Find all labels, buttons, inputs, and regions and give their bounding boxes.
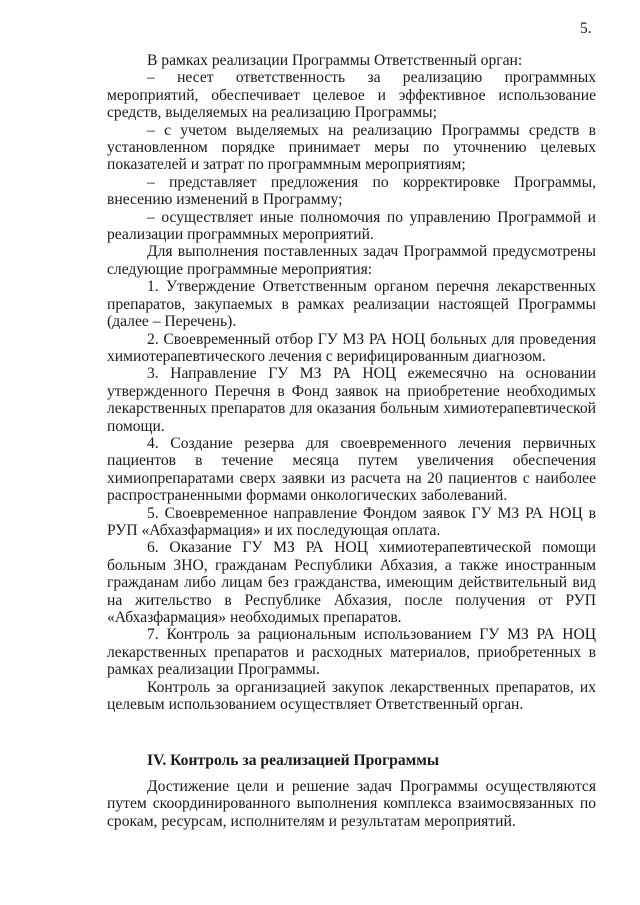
paragraph-responsibility: – несет ответственность за реализацию программных мероприятий, обеспечивает целевое и эффективное использование средств, выделяемых на реализацию Программы; bbox=[107, 69, 596, 122]
list-item-4: 4. Создание резерва для своевременного лечения первичных пациентов в течение месяца путем увеличения обеспечения химиопрепаратами сверх заявки из расчета на 20 пациентов с наиболее распространенными формами онкологических заболеваний. bbox=[107, 434, 596, 505]
paragraph-other-powers: – осуществляет иные полномочия по управлению Программой и реализации программных мероприятий. bbox=[107, 208, 596, 244]
paragraph-proposals: – представляет предложения по корректировке Программы, внесению изменений в Программу; bbox=[107, 173, 596, 209]
section-heading: IV. Контроль за реализацией Программы bbox=[147, 752, 440, 770]
list-item-3: 3. Направление ГУ МЗ РА НОЦ ежемесячно на основании утвержденного Перечня в Фонд заявок на приобретение необходимых лекарственных препаратов для оказания больным химиотерапевтической помощи. bbox=[107, 365, 596, 435]
paragraph-intro: В рамках реализации Программы Ответственный орган: bbox=[147, 52, 523, 69]
page-number: 5. bbox=[580, 20, 592, 37]
paragraph-measures: – с учетом выделяемых на реализацию Программы средств в установленном порядке принимает меры по уточнению целевых показателей и затрат по программным мероприятиям; bbox=[107, 121, 596, 174]
section-paragraph: Достижение цели и решение задач Программы осуществляются путем скоординированного выполнения комплекса взаимосвязанных по срокам, ресурсам, исполнителям и результатам мероприятий. bbox=[107, 777, 596, 830]
list-item-5: 5. Своевременное направление Фондом заявок ГУ МЗ РА НОЦ в РУП «Абхазфармация» и их последующая оплата. bbox=[107, 504, 596, 539]
list-item-6: 6. Оказание ГУ МЗ РА НОЦ химиотерапевтической помощи больным ЗНО, гражданам Республики Абхазия, а также иностранным гражданам либо лицам без гражданства, имеющим действительный вид на жительство в Республике Абхазия, после получения от РУП «Абхазфармация» необходимых препаратов. bbox=[107, 539, 596, 626]
list-item-2: 2. Своевременный отбор ГУ МЗ РА НОЦ больных для проведения химиотерапевтического лечения с верифицированным диагнозом. bbox=[107, 330, 596, 365]
list-item-1: 1. Утверждение Ответственным органом перечня лекарственных препаратов, закупаемых в рамках реализации настоящей Программы (далее – Перечень). bbox=[107, 278, 596, 331]
paragraph-control: Контроль за организацией закупок лекарственных препаратов, их целевым использованием осуществляет Ответственный орган. bbox=[107, 678, 596, 714]
document-body bbox=[107, 52, 596, 830]
list-item-7: 7. Контроль за рациональным использованием ГУ МЗ РА НОЦ лекарственных препаратов и расходных материалов, приобретенных в рамках реализации Программы. bbox=[107, 626, 596, 679]
paragraph-activities-intro: Для выполнения поставленных задач Программой предусмотрены следующие программные мероприятия: bbox=[107, 243, 596, 278]
